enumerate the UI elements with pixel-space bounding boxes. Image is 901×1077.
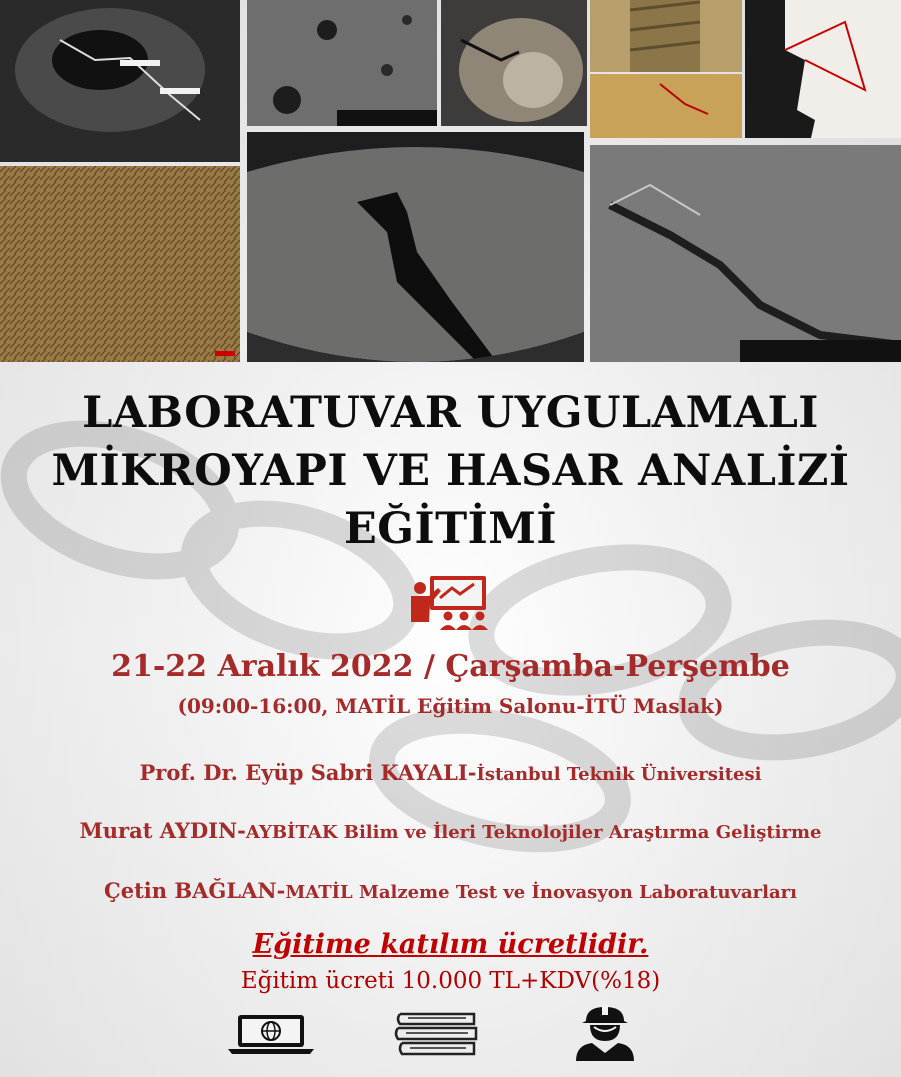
photo-broken-gear (441, 0, 587, 126)
photo-threaded-part (590, 0, 742, 72)
instructor-org: AYBİTAK Bilim ve İleri Teknolojiler Araştırma Geliştirme (245, 822, 822, 843)
instructor-org: MATİL Malzeme Test ve İnovasyon Laboratuvarları (285, 882, 797, 903)
fee-amount: Eğitim ücreti 10.000 TL+KDV(%18) (240, 968, 661, 994)
title-line-1: LABORATUVAR UYGULAMALI (82, 388, 819, 438)
laptop-globe-icon (226, 1013, 316, 1055)
engineer-worker-icon (572, 1005, 638, 1061)
instructor-3 (0, 876, 901, 908)
title-line-2: MİKROYAPI VE HASAR ANALİZİ (51, 446, 850, 496)
photo-sem-fracture (247, 0, 437, 126)
instructor-name: Çetin BAĞLAN- (104, 878, 286, 903)
photo-etched-surface (590, 74, 742, 138)
event-date: 21-22 Aralık 2022 / Çarşamba-Perşembe (111, 649, 790, 684)
instructor-name: Murat AYDIN- (79, 818, 246, 843)
instructor-2 (0, 816, 901, 848)
instructor-name: Prof. Dr. Eyüp Sabri KAYALI- (139, 760, 477, 785)
photo-fractured-wheel (247, 132, 584, 362)
instructor-org: İstanbul Teknik Üniversitesi (476, 764, 762, 785)
title-line-3: EĞİTİMİ (344, 504, 557, 554)
photo-cracked-shaft (0, 0, 240, 162)
teaching-presentation-icon (408, 574, 494, 632)
instructor-1 (0, 758, 901, 790)
photo-sem-crack (590, 145, 901, 362)
books-icon (394, 1008, 480, 1058)
event-time-location: (09:00-16:00, MATİL Eğitim Salonu-İTÜ Maslak) (177, 694, 724, 718)
photo-crack-section (745, 0, 901, 138)
fee-notice: Eğitime katılım ücretlidir. (252, 929, 649, 960)
photo-microstructure (0, 166, 240, 362)
